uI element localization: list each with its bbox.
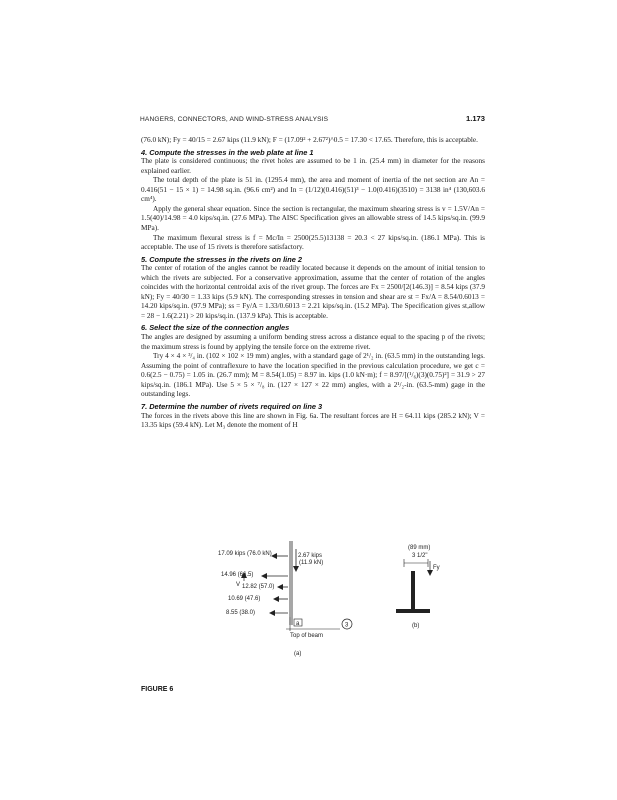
page-number: 1.173 [465,114,485,123]
figure-6 [216,533,516,693]
v-label: V [236,582,241,588]
step-6-heading: 6. Select the size of the connection angles [141,323,290,333]
beam-label: Top of beam [290,633,324,639]
body-text [141,136,485,431]
fy-label: Fy [433,565,440,571]
step-4-heading: 4. Compute the stresses in the web plate at line 1 [141,147,314,157]
angle-web [411,571,415,613]
step-7-heading: 7. Determine the number of rivets required on line 3 [141,401,323,411]
dim-metric-label: (89 mm) [408,545,431,551]
part-a-label: (a) [294,651,302,657]
running-head: HANGERS, CONNECTORS, AND WIND-STRESS ANALYSIS [140,116,329,123]
force-label-3: 12.82 (57.0) [242,584,275,590]
page-header [140,114,485,123]
step-6-paragraph-1: The angles are designed by assuming a uniform bending stress across a distance equal to the spacing p of the rivets; the maximum stress is found by applying the tensile force on the extreme rivet. [141,333,485,351]
dim-imperial-label: 3 1/2" [412,553,428,559]
figure-caption: FIGURE 6 [141,686,174,693]
step-5-paragraph-1: The center of rotation of the angles cannot be readily located because it depends on the amount of initial tension to which the rivets are subjected. For a conservative approximation, assume that the center of rotation of the angles coincides with the horizontal centroidal axis of the rivet group. The forces are Fx = 2500/[2(146.3)] = 8.54 kips (37.9 kN); Fy = 40/30 = 1.33 kips (5.9 kN). The corresponding stresses in tension and shear are st = Fx/A = 8.54/0.6013 = 14.20 kips/sq.in. (97.9 MPa); ss = Fy/A = 1.33/0.6013 = 2.21 kips/sq.in. (15.2 MPa). The Specification gives st,allow = 28 − 1.6(2.21) > 20 kips/sq.in. (137.9 kPa). This is acceptable. [141,264,485,320]
step-5-heading: 5. Compute the stresses in the rivets on line 2 [141,254,302,264]
intro-paragraph: (76.0 kN); Fy = 40/15 = 2.67 kips (11.9 kN); F = (17.09² + 2.67²)^0.5 = 17.30 < 17.65. Therefore, this is acceptable. [141,136,478,144]
vertical-force-label: 2.67 kips [298,553,323,559]
vertical-force-metric-label: (11.9 kN) [299,560,324,566]
force-label-2: 14.96 (66.5) [221,572,254,578]
line-3-number: 3 [345,622,349,629]
angle-flange [396,609,430,613]
force-label-1: 17.09 kips (76.0 kN) [218,551,272,557]
step-4-paragraph-3: Apply the general shear equation. Since the section is rectangular, the maximum shearing stress is v = 1.5V/An = 1.5(40)/14.98 = 4.0 kips/sq.in. (27.6 MPa). The AISC Specification gives an allowable stress of 14.5 kips/sq.in. (99.9 MPa). [141,204,485,232]
force-label-4: 10.69 (47.6) [228,596,261,602]
force-label-5: 8.55 (38.0) [226,610,256,616]
step-7-paragraph-1: The forces in the rivets above this line are shown in Fig. 6a. The resultant forces are H = 64.11 kips (285.2 kN); V = 13.35 kips (59.4 kN). Let M₃ denote the moment of H [141,411,485,430]
dim-a-label: a [296,621,300,627]
figure-6-drawing [216,533,516,693]
part-b-label: (b) [412,623,420,629]
step-4-paragraph-2: The total depth of the plate is 51 in. (1295.4 mm), the area and moment of inertia of the net section are An = 0.416(51 − 15 × 1) = 14.98 sq.in. (96.6 cm²) and In = (1/12)(0.416)(51)³ − 1.0(0.416)(3510) = 3138 in⁴ (130,603.6 cm⁴). [141,176,485,204]
step-4-paragraph-1: The plate is considered continuous; the rivet holes are assumed to be 1 in. (25.4 mm) in diameter for the reasons explained earlier. [141,157,485,175]
step-6-paragraph-2: Try 4 × 4 × ³/₄ in. (102 × 102 × 19 mm) angles, with a standard gage of 2¹/₂ in. (63.5 mm) in the outstanding legs. Assuming the point of contraflexure to have the location specified in the previous calculation procedure, we get c = 0.6(2.5 − 0.75) = 1.05 in. (26.7 mm); M = 8.54(1.05) = 8.97 in. kips (1.0 kN·m); f = 8.97/[(¹/₆)(3)(0.75)²] = 31.9 > 27 kips/sq.in. (186.1 MPa). Use 5 × 5 × ⁷/₈ in. (127 × 127 × 22 mm) angles, with a 2¹/₂-in. (63.5-mm) gage in the outstanding legs. [141,352,485,399]
step-4-paragraph-4: The maximum flexural stress is f = Mc/In = 2500(25.5)13138 = 20.3 < 27 kips/sq.in. (186.1 MPa). This is acceptable. The use of 15 rivets is therefore satisfactory. [141,233,485,252]
